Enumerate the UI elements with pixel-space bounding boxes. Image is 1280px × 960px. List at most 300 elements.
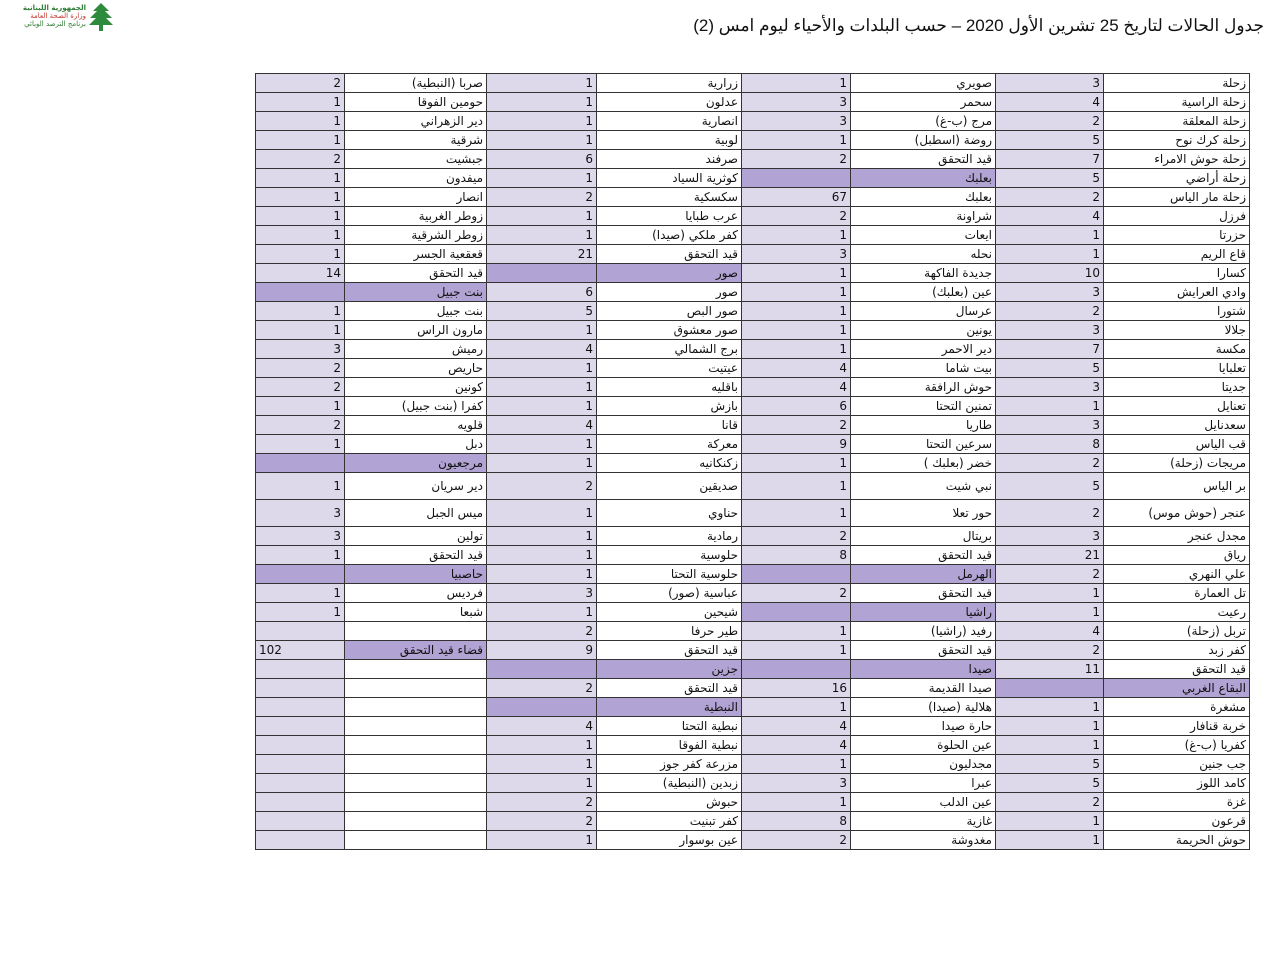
locality-name-cell: قاع الريم — [1104, 245, 1250, 264]
case-count-cell: 14 — [256, 264, 345, 283]
case-count-cell: 1 — [487, 321, 597, 340]
locality-name-cell: دير سريان — [345, 473, 487, 500]
case-count-cell: 11 — [996, 660, 1104, 679]
table-row — [256, 603, 1250, 622]
case-count-cell: 1 — [487, 169, 597, 188]
case-count-cell: 1 — [256, 207, 345, 226]
case-count-cell — [256, 774, 345, 793]
case-count-cell — [256, 283, 345, 302]
locality-name-cell: لوبية — [597, 131, 742, 150]
case-count-cell: 1 — [742, 340, 851, 359]
case-count-cell: 6 — [487, 150, 597, 169]
case-count-cell: 1 — [487, 131, 597, 150]
case-count-cell: 1 — [487, 112, 597, 131]
case-count-cell: 1 — [256, 93, 345, 112]
case-count-cell: 21 — [487, 245, 597, 264]
locality-name-cell: جديدة الفاكهة — [851, 264, 996, 283]
table-row — [256, 207, 1250, 226]
locality-name-cell: مجدليون — [851, 755, 996, 774]
locality-name-cell: صور البص — [597, 302, 742, 321]
table-row — [256, 359, 1250, 378]
case-count-cell: 3 — [742, 112, 851, 131]
case-count-cell: 1 — [996, 245, 1104, 264]
locality-name-cell: عين (بعلبك) — [851, 283, 996, 302]
locality-name-cell: البقاع الغربي — [1104, 679, 1250, 698]
case-count-cell — [487, 264, 597, 283]
locality-name-cell: صديقين — [597, 473, 742, 500]
case-count-cell: 1 — [487, 603, 597, 622]
locality-name-cell: حناوي — [597, 500, 742, 527]
case-count-cell: 5 — [996, 755, 1104, 774]
case-count-cell: 1 — [487, 397, 597, 416]
locality-name-cell: صربا (النبطية) — [345, 74, 487, 93]
case-count-cell: 2 — [996, 454, 1104, 473]
case-count-cell: 2 — [487, 679, 597, 698]
locality-name-cell: عين الحلوة — [851, 736, 996, 755]
case-count-cell — [256, 660, 345, 679]
case-count-cell: 1 — [742, 131, 851, 150]
locality-name-cell: رفيد (راشيا) — [851, 622, 996, 641]
case-count-cell: 2 — [487, 793, 597, 812]
locality-name-cell: خضر (بعلبك ) — [851, 454, 996, 473]
table-row — [256, 641, 1250, 660]
case-count-cell: 1 — [487, 527, 597, 546]
case-count-cell: 3 — [996, 321, 1104, 340]
case-count-cell — [742, 169, 851, 188]
case-count-cell: 2 — [256, 74, 345, 93]
locality-name-cell: جب جنين — [1104, 755, 1250, 774]
case-count-cell: 1 — [487, 736, 597, 755]
table-row — [256, 755, 1250, 774]
locality-name-cell: جزين — [597, 660, 742, 679]
table-row — [256, 340, 1250, 359]
locality-name-cell: سرعين التحتا — [851, 435, 996, 454]
case-count-cell: 1 — [256, 302, 345, 321]
case-count-cell: 1 — [487, 74, 597, 93]
locality-name-cell — [345, 698, 487, 717]
locality-name-cell: قيد التحقق — [851, 546, 996, 565]
locality-name-cell: بعلبك — [851, 188, 996, 207]
locality-name-cell: شراونة — [851, 207, 996, 226]
case-count-cell: 2 — [996, 500, 1104, 527]
case-count-cell: 3 — [256, 500, 345, 527]
locality-name-cell: وادي العرايش — [1104, 283, 1250, 302]
locality-name-cell: حومين الفوقا — [345, 93, 487, 112]
logo-line-2: وزارة الصحة العامة — [30, 12, 86, 20]
locality-name-cell: بريتال — [851, 527, 996, 546]
case-count-cell: 3 — [742, 93, 851, 112]
locality-name-cell: ايعات — [851, 226, 996, 245]
case-count-cell: 2 — [742, 207, 851, 226]
locality-name-cell: زحلة أراضي — [1104, 169, 1250, 188]
locality-name-cell: تمنين التحتا — [851, 397, 996, 416]
case-count-cell — [256, 679, 345, 698]
locality-name-cell: طاريا — [851, 416, 996, 435]
case-count-cell: 21 — [996, 546, 1104, 565]
locality-name-cell: دير الزهراني — [345, 112, 487, 131]
case-count-cell: 1 — [996, 584, 1104, 603]
case-count-cell: 1 — [996, 736, 1104, 755]
table-row — [256, 245, 1250, 264]
logo-line-3: برنامج الترصد الوبائي — [24, 20, 86, 28]
case-count-cell: 3 — [487, 584, 597, 603]
case-count-cell: 2 — [487, 188, 597, 207]
table-row — [256, 321, 1250, 340]
locality-name-cell: طير حرفا — [597, 622, 742, 641]
locality-name-cell: دبل — [345, 435, 487, 454]
case-count-cell: 1 — [256, 226, 345, 245]
locality-name-cell: قيد التحقق — [851, 641, 996, 660]
case-count-cell: 3 — [996, 416, 1104, 435]
case-count-cell: 1 — [742, 622, 851, 641]
locality-name-cell: كسارا — [1104, 264, 1250, 283]
locality-name-cell: سعدنايل — [1104, 416, 1250, 435]
table-row — [256, 584, 1250, 603]
locality-name-cell: زكنكانيه — [597, 454, 742, 473]
case-count-cell: 1 — [996, 603, 1104, 622]
locality-name-cell: جديتا — [1104, 378, 1250, 397]
case-count-cell: 9 — [487, 641, 597, 660]
locality-name-cell: مشغرة — [1104, 698, 1250, 717]
locality-name-cell: نبطية الفوقا — [597, 736, 742, 755]
table-row — [256, 546, 1250, 565]
locality-name-cell: زوطر الشرقية — [345, 226, 487, 245]
locality-name-cell: ميفدون — [345, 169, 487, 188]
case-count-cell — [256, 454, 345, 473]
locality-name-cell: قعقعية الجسر — [345, 245, 487, 264]
case-count-cell — [256, 793, 345, 812]
locality-name-cell: انصارية — [597, 112, 742, 131]
locality-name-cell: قيد التحقق — [1104, 660, 1250, 679]
locality-name-cell: دير الاحمر — [851, 340, 996, 359]
case-count-cell: 1 — [996, 717, 1104, 736]
locality-name-cell: عرب طبايا — [597, 207, 742, 226]
table-row — [256, 717, 1250, 736]
case-count-cell: 2 — [256, 150, 345, 169]
case-count-cell: 1 — [487, 500, 597, 527]
locality-name-cell: شبعا — [345, 603, 487, 622]
case-count-cell: 1 — [742, 473, 851, 500]
case-count-cell: 1 — [742, 321, 851, 340]
case-count-cell: 3 — [256, 527, 345, 546]
locality-name-cell: رعيت — [1104, 603, 1250, 622]
case-count-cell: 4 — [487, 416, 597, 435]
case-count-cell — [256, 755, 345, 774]
locality-name-cell: قيد التحقق — [597, 245, 742, 264]
case-count-cell: 1 — [487, 454, 597, 473]
case-count-cell: 8 — [742, 812, 851, 831]
case-count-cell: 5 — [996, 774, 1104, 793]
case-count-cell: 1 — [996, 812, 1104, 831]
table-row — [256, 169, 1250, 188]
table-row — [256, 831, 1250, 850]
case-count-cell: 1 — [996, 831, 1104, 850]
case-count-cell: 1 — [742, 226, 851, 245]
locality-name-cell: تعنايل — [1104, 397, 1250, 416]
locality-name-cell: قيد التحقق — [345, 264, 487, 283]
case-count-cell: 6 — [742, 397, 851, 416]
locality-name-cell: حاصبيا — [345, 565, 487, 584]
table-row — [256, 131, 1250, 150]
locality-name-cell: نبي شيت — [851, 473, 996, 500]
locality-name-cell: عباسية (صور) — [597, 584, 742, 603]
case-count-cell: 5 — [996, 359, 1104, 378]
table-row — [256, 698, 1250, 717]
locality-name-cell: علي النهري — [1104, 565, 1250, 584]
locality-name-cell: بازش — [597, 397, 742, 416]
locality-name-cell: صيدا القديمة — [851, 679, 996, 698]
case-count-cell: 1 — [256, 321, 345, 340]
case-count-cell: 1 — [742, 500, 851, 527]
case-count-cell: 1 — [487, 93, 597, 112]
case-count-cell — [256, 736, 345, 755]
table-row — [256, 188, 1250, 207]
locality-name-cell: نبطية التحتا — [597, 717, 742, 736]
locality-name-cell: مكسة — [1104, 340, 1250, 359]
case-count-cell: 4 — [996, 93, 1104, 112]
case-count-cell: 4 — [742, 717, 851, 736]
case-count-cell: 5 — [487, 302, 597, 321]
case-count-cell: 4 — [996, 207, 1104, 226]
case-count-cell: 4 — [996, 622, 1104, 641]
locality-name-cell: قرعون — [1104, 812, 1250, 831]
case-count-cell: 2 — [256, 359, 345, 378]
locality-name-cell: عبرا — [851, 774, 996, 793]
case-count-cell: 2 — [996, 641, 1104, 660]
locality-name-cell: حور تعلا — [851, 500, 996, 527]
case-count-cell: 2 — [742, 831, 851, 850]
case-count-cell: 1 — [256, 112, 345, 131]
table-row — [256, 302, 1250, 321]
case-count-cell: 3 — [996, 378, 1104, 397]
case-count-cell — [256, 717, 345, 736]
case-count-cell: 3 — [256, 340, 345, 359]
locality-name-cell: صرفند — [597, 150, 742, 169]
locality-name-cell: كامد اللوز — [1104, 774, 1250, 793]
locality-name-cell: عين بوسوار — [597, 831, 742, 850]
case-count-cell: 16 — [742, 679, 851, 698]
locality-name-cell: زحلة مار الياس — [1104, 188, 1250, 207]
case-count-cell: 102 — [256, 641, 345, 660]
locality-name-cell: كفرا (بنت جبيل) — [345, 397, 487, 416]
locality-name-cell: كونين — [345, 378, 487, 397]
locality-name-cell: جلالا — [1104, 321, 1250, 340]
case-count-cell: 1 — [256, 603, 345, 622]
locality-name-cell: زحلة المعلقة — [1104, 112, 1250, 131]
locality-name-cell: عين الدلب — [851, 793, 996, 812]
locality-name-cell: تعلبايا — [1104, 359, 1250, 378]
case-count-cell: 1 — [742, 698, 851, 717]
locality-name-cell: قيد التحقق — [851, 150, 996, 169]
locality-name-cell: النبطية — [597, 698, 742, 717]
locality-name-cell — [345, 793, 487, 812]
locality-name-cell: حلوسية التحتا — [597, 565, 742, 584]
case-count-cell: 3 — [996, 74, 1104, 93]
table-row — [256, 150, 1250, 169]
table-row — [256, 93, 1250, 112]
locality-name-cell: بر الياس — [1104, 473, 1250, 500]
locality-name-cell — [345, 660, 487, 679]
case-count-cell: 67 — [742, 188, 851, 207]
locality-name-cell: بنت جبيل — [345, 302, 487, 321]
table-row — [256, 264, 1250, 283]
locality-name-cell: هلالية (صيدا) — [851, 698, 996, 717]
case-count-cell: 2 — [996, 793, 1104, 812]
locality-name-cell: قب الياس — [1104, 435, 1250, 454]
table-row — [256, 473, 1250, 500]
locality-name-cell: عنجر (حوش موس) — [1104, 500, 1250, 527]
case-count-cell — [487, 660, 597, 679]
case-count-cell — [256, 698, 345, 717]
page-title: جدول الحالات لتاريخ 25 تشرين الأول 2020 – حسب البلدات والأحياء ليوم امس (2) — [693, 16, 1264, 35]
locality-name-cell: صيدا — [851, 660, 996, 679]
case-count-cell: 1 — [256, 435, 345, 454]
table-row — [256, 397, 1250, 416]
case-count-cell: 9 — [742, 435, 851, 454]
locality-name-cell: زحلة حوش الامراء — [1104, 150, 1250, 169]
case-count-cell: 4 — [742, 736, 851, 755]
locality-name-cell — [345, 812, 487, 831]
locality-name-cell: رمادية — [597, 527, 742, 546]
case-count-cell: 1 — [487, 774, 597, 793]
case-count-cell — [742, 603, 851, 622]
locality-name-cell: شرقية — [345, 131, 487, 150]
case-count-cell: 1 — [742, 74, 851, 93]
table-row — [256, 500, 1250, 527]
case-count-cell: 2 — [742, 584, 851, 603]
case-count-cell: 2 — [487, 622, 597, 641]
case-count-cell — [256, 812, 345, 831]
table-row — [256, 527, 1250, 546]
locality-name-cell: شتورا — [1104, 302, 1250, 321]
case-count-cell: 1 — [742, 302, 851, 321]
case-count-cell: 1 — [487, 207, 597, 226]
locality-name-cell: زحلة الراسية — [1104, 93, 1250, 112]
case-count-cell: 2 — [256, 416, 345, 435]
locality-name-cell: كفر تبنيت — [597, 812, 742, 831]
locality-name-cell: مجدل عنجر — [1104, 527, 1250, 546]
case-count-cell: 4 — [487, 717, 597, 736]
locality-name-cell: قضاء قيد التحقق — [345, 641, 487, 660]
case-count-cell: 1 — [487, 755, 597, 774]
locality-name-cell: روضة (اسطبل) — [851, 131, 996, 150]
case-count-cell — [487, 698, 597, 717]
locality-name-cell: بعلبك — [851, 169, 996, 188]
locality-name-cell: مغدوشة — [851, 831, 996, 850]
case-count-cell: 3 — [996, 527, 1104, 546]
case-count-cell: 1 — [256, 131, 345, 150]
locality-name-cell: صور — [597, 264, 742, 283]
locality-name-cell: قانا — [597, 416, 742, 435]
locality-name-cell: زبدين (النبطية) — [597, 774, 742, 793]
case-count-cell: 1 — [256, 397, 345, 416]
locality-name-cell: تل العمارة — [1104, 584, 1250, 603]
case-count-cell: 2 — [996, 112, 1104, 131]
case-count-cell: 1 — [742, 641, 851, 660]
locality-name-cell: قيد التحقق — [597, 679, 742, 698]
case-count-cell: 1 — [996, 226, 1104, 245]
table-row — [256, 74, 1250, 93]
table-row — [256, 565, 1250, 584]
case-count-cell — [256, 622, 345, 641]
locality-name-cell: ميس الجبل — [345, 500, 487, 527]
locality-name-cell: راشيا — [851, 603, 996, 622]
table-row — [256, 812, 1250, 831]
case-count-cell: 1 — [487, 226, 597, 245]
case-count-cell — [742, 565, 851, 584]
table-row — [256, 283, 1250, 302]
case-count-cell: 2 — [487, 812, 597, 831]
case-count-cell: 7 — [996, 340, 1104, 359]
locality-name-cell: عيتيت — [597, 359, 742, 378]
table-row — [256, 736, 1250, 755]
case-count-cell: 1 — [256, 169, 345, 188]
locality-name-cell: كوثرية السياد — [597, 169, 742, 188]
locality-name-cell: مرج (ب-غ) — [851, 112, 996, 131]
table-row — [256, 774, 1250, 793]
locality-name-cell: قيد التحقق — [597, 641, 742, 660]
locality-name-cell: زوطر الغربية — [345, 207, 487, 226]
case-count-cell: 5 — [996, 169, 1104, 188]
table-row — [256, 416, 1250, 435]
locality-name-cell — [345, 679, 487, 698]
case-count-cell: 2 — [742, 527, 851, 546]
locality-name-cell: عرسال — [851, 302, 996, 321]
locality-name-cell: حوش الحريمة — [1104, 831, 1250, 850]
locality-name-cell: مرجعيون — [345, 454, 487, 473]
table-row — [256, 226, 1250, 245]
locality-name-cell: حاريص — [345, 359, 487, 378]
locality-name-cell: رياق — [1104, 546, 1250, 565]
case-count-cell: 3 — [996, 283, 1104, 302]
case-count-cell: 1 — [256, 546, 345, 565]
case-count-cell: 2 — [742, 150, 851, 169]
case-count-cell: 5 — [996, 131, 1104, 150]
case-count-cell — [742, 660, 851, 679]
case-count-cell — [256, 565, 345, 584]
case-count-cell — [996, 679, 1104, 698]
case-count-cell: 1 — [256, 188, 345, 207]
locality-name-cell: انصار — [345, 188, 487, 207]
locality-name-cell: حبوش — [597, 793, 742, 812]
locality-name-cell: غازية — [851, 812, 996, 831]
locality-name-cell: باقليه — [597, 378, 742, 397]
locality-name-cell — [345, 755, 487, 774]
logo-text — [8, 4, 86, 28]
locality-name-cell: حارة صيدا — [851, 717, 996, 736]
logo-line-1: الجمهورية اللبنانية — [22, 4, 86, 12]
locality-name-cell: كفريا (ب-غ) — [1104, 736, 1250, 755]
case-count-cell — [256, 831, 345, 850]
locality-name-cell: برج الشمالي — [597, 340, 742, 359]
case-count-cell: 1 — [996, 698, 1104, 717]
case-count-cell: 2 — [742, 416, 851, 435]
case-count-cell: 3 — [742, 774, 851, 793]
table-row — [256, 793, 1250, 812]
case-count-cell: 2 — [996, 565, 1104, 584]
case-count-cell: 1 — [256, 584, 345, 603]
locality-name-cell: معركة — [597, 435, 742, 454]
case-count-cell: 4 — [742, 359, 851, 378]
locality-name-cell: صور — [597, 283, 742, 302]
locality-name-cell: قلويه — [345, 416, 487, 435]
locality-name-cell: نحله — [851, 245, 996, 264]
locality-name-cell: مريجات (زحلة) — [1104, 454, 1250, 473]
locality-name-cell: مزرعة كفر جوز — [597, 755, 742, 774]
table-row — [256, 378, 1250, 397]
case-count-cell: 2 — [996, 302, 1104, 321]
case-count-cell: 1 — [487, 359, 597, 378]
